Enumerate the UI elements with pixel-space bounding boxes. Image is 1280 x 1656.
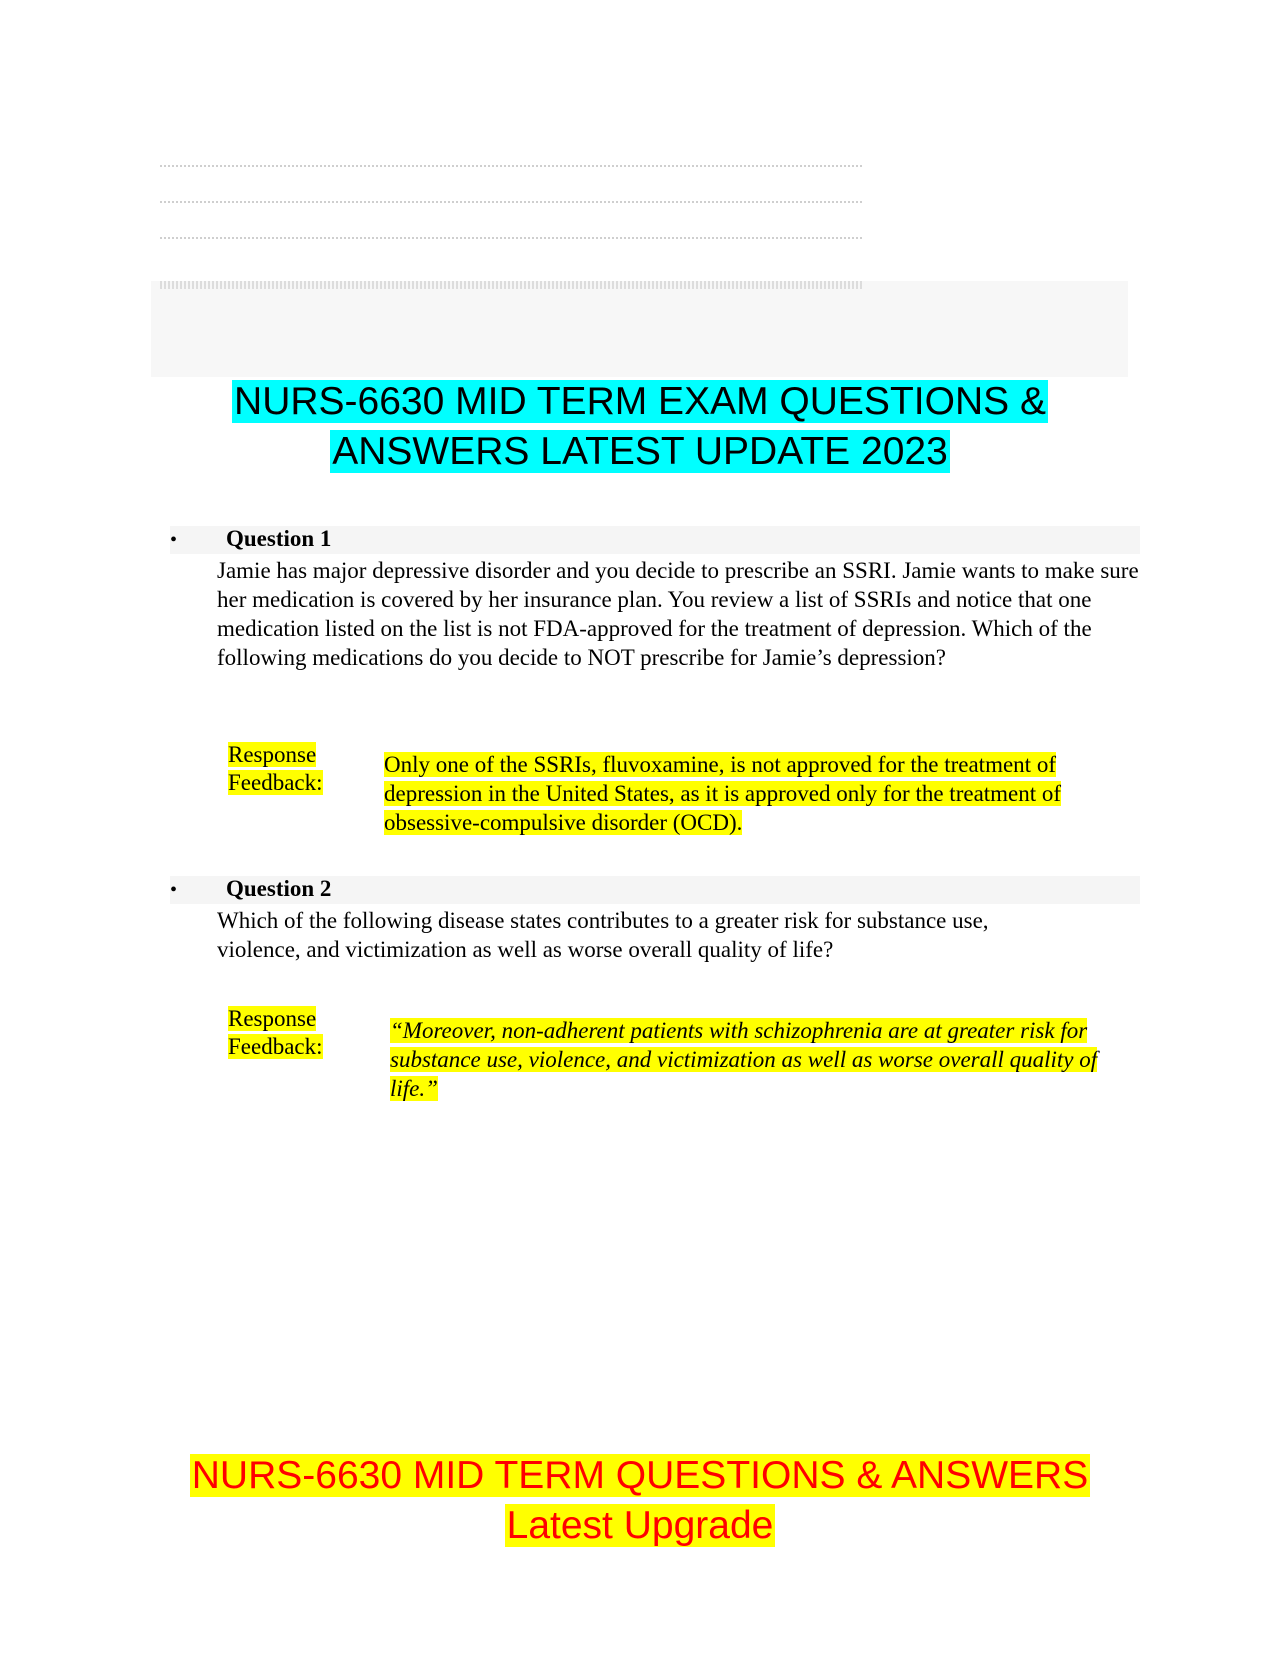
page-title — [0, 377, 1280, 477]
footer-title-line-1: NURS-6630 MID TERM QUESTIONS & ANSWERS — [191, 1454, 1089, 1497]
question-2-text: Which of the following disease states contributes to a greater risk for substance use, violence, and victimization as well as worse overall quality of life? — [217, 908, 989, 962]
question-1-text: Jamie has major depressive disorder and you decide to prescribe an SSRI. Jamie wants to make sure her medication is covered by her insurance plan. You review a list of SSRIs and notice that one medication listed on the list is not FDA-approved for the treatment of depression. Which of the following medications do you decide to NOT prescribe for Jamie’s depression? — [217, 558, 1139, 670]
footer-title — [0, 1451, 1280, 1551]
header-band — [151, 281, 1128, 377]
feedback-label-line-1: Response — [228, 1006, 317, 1031]
question-1-bullet: • — [170, 529, 178, 551]
dotted-rule-3 — [160, 237, 862, 239]
dotted-rule-2 — [160, 201, 862, 203]
question-2-label: Question 2 — [226, 876, 332, 901]
question-1-label: Question 1 — [226, 526, 332, 551]
question-2-feedback-text: “Moreover, non-adherent patients with schizophrenia are at greater risk for substance use, violence, and victimization as well as worse overall quality of life.” — [390, 1018, 1098, 1101]
question-1-feedback — [384, 750, 1124, 837]
page-title-line-2: ANSWERS LATEST UPDATE 2023 — [332, 430, 948, 473]
question-1-feedback-text: Only one of the SSRIs, fluvoxamine, is not approved for the treatment of depression in the United States, as it is approved only for the treatment of obsessive-compulsive disorder (OCD). — [384, 752, 1062, 835]
footer-title-line-2: Latest Upgrade — [506, 1504, 774, 1547]
page-title-line-1: NURS-6630 MID TERM EXAM QUESTIONS & — [234, 380, 1046, 423]
question-2-bullet: • — [170, 879, 178, 901]
question-2-feedback — [390, 1016, 1124, 1103]
question-2-feedback-label — [228, 1005, 338, 1061]
question-1-feedback-label — [228, 741, 338, 797]
dotted-rule-4 — [160, 281, 862, 289]
feedback-label-line-1: Response — [228, 742, 317, 767]
dotted-rule-1 — [160, 165, 862, 167]
feedback-label-line-2: Feedback: — [228, 770, 323, 795]
feedback-label-line-2: Feedback: — [228, 1034, 323, 1059]
